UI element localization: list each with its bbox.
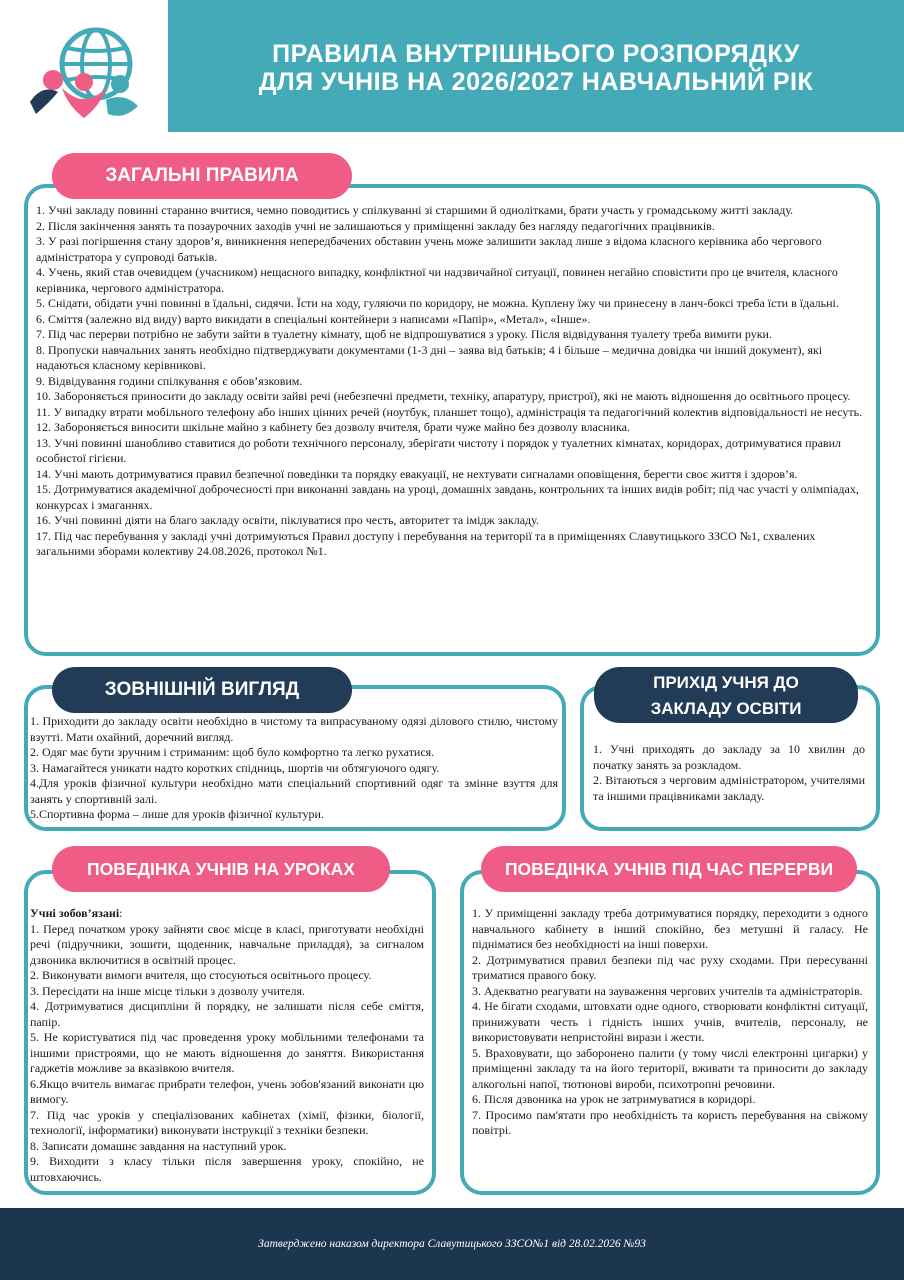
lessons-rule-item: 4. Дотримуватися дисципліни й порядку, не залишати після себе сміття, папір.	[30, 999, 424, 1029]
lessons-rule-item: 6.Якщо вчитель вимагає прибрати телефон, учень зобов'язаний виконати цю вимогу.	[30, 1076, 424, 1106]
lessons-rule-item: 8. Записати домашнє завдання на наступний урок.	[30, 1138, 287, 1153]
arrival-heading-line-1: ПРИХІД УЧНЯ ДО	[653, 673, 799, 692]
lessons-rule-item: 1. Перед початком уроку зайняти своє місце в класі, приготувати необхідні речі (підручники, зошити, щоденник, навчальне приладдя), за сигналом дзвоника включитися в освітній процес.	[30, 921, 424, 967]
page-header	[0, 0, 904, 132]
appearance-rule-item: 2. Одяг має бути зручним і стриманим: щоб було комфортно та легко рухатися.	[30, 745, 435, 759]
arrival-heading	[594, 667, 858, 723]
footer	[0, 1208, 904, 1280]
general-rule-item: 2. Після закінчення занять та позаурочних заходів учні не залишаються у приміщенні закладу без нагляду педагогічних працівників.	[36, 218, 715, 233]
arrival-rule-item: 1. Учні приходять до закладу за 10 хвилин до початку занять за розкладом.	[593, 742, 865, 772]
general-rule-item: 8. Пропуски навчальних занять необхідно підтверджувати документами (1-3 дні – заява від батьків; 4 і більше – медична довідка чи інший документ), які надаються класному керівникові.	[36, 342, 823, 372]
school-logo-icon	[20, 22, 150, 122]
general-rule-item: 6. Сміття (залежно від виду) варто викидати в спеціальні контейнери з написами «Папір», «Метал», «Інше».	[36, 311, 591, 326]
appearance-rule-item: 5.Спортивна форма – лише для уроків фізичної культури.	[30, 807, 324, 821]
break-rule-item: 2. Дотримуватися правил безпеки під час руху сходами. При пересуванні триматися правого боку.	[472, 952, 868, 982]
general-rule-item: 7. Під час перерви потрібно не забути зайти в туалетну кімнату, щоб не відпрошуватися з уроку. Після відвідування туалету треба вимити руки.	[36, 327, 772, 341]
appearance-rule-item: 4.Для уроків фізичної культури необхідно мати спеціальний спортивний одяг та змінне взуття для занять у спортивній залі.	[30, 776, 558, 806]
break-rule-item: 3. Адекватно реагувати на зауваження чергових учителів та адміністраторів.	[472, 983, 863, 998]
lessons-list	[30, 906, 424, 1185]
break-heading-text: ПОВЕДІНКА УЧНІВ ПІД ЧАС ПЕРЕРВИ	[504, 859, 834, 879]
general-rules-heading	[52, 153, 352, 199]
lessons-intro-colon: :	[119, 906, 123, 920]
general-rule-item: 15. Дотримуватися академічної доброчесності при виконанні завдань на уроці, домашніх завдань, контрольних та інших видів робіт; під час участі у олімпіадах, конкурсах і змаганнях.	[36, 482, 859, 512]
general-rule-item: 9. Відвідування години спілкування є обов’язковим.	[36, 373, 303, 388]
page-title	[168, 40, 904, 96]
break-heading	[481, 846, 857, 892]
footer-text: Затверджено наказом директора Славутицького ЗЗСО№1 від 28.02.2026 №93	[258, 1238, 646, 1250]
lessons-rule-item: 5. Не користуватися під час проведення уроку мобільними телефонами та іншими пристроями, що не мають відношення до заняття. Використання гаджетів можливе за вказівкою вчителя.	[30, 1030, 424, 1075]
break-list	[472, 906, 868, 1139]
lessons-rule-item: 2. Виконувати вимоги вчителя, що стосуються освітнього процесу.	[30, 968, 372, 982]
lessons-intro	[30, 906, 424, 922]
lessons-heading	[52, 846, 390, 892]
general-rule-item: 12. Забороняється виносити шкільне майно з кабінету без дозволу вчителя, брати чуже майно без дозволу власника.	[36, 420, 630, 434]
lessons-rule-item: 3. Пересідати на інше місце тільки з дозволу учителя.	[30, 983, 305, 998]
break-rule-item: 7. Просимо пам'ятати про необхідність та користь перебування на свіжому повітрі.	[472, 1107, 868, 1137]
general-rule-item: 14. Учні мають дотримуватися правил безпечної поведінки та порядку евакуації, не нехтувати сигналами оповіщення, берегти своє життя і здоров’я.	[36, 466, 798, 481]
lessons-rule-item: 9. Виходити з класу тільки після завершення уроку, спокійно, не штовхаючись.	[30, 1154, 424, 1184]
break-rule-item: 4. Не бігати сходами, штовхати одне одного, створювати конфліктні ситуації, принижувати честь і гідність інших учнів, вчителів, персоналу, не використовувати непристойні вирази і жести.	[472, 999, 868, 1044]
general-rule-item: 3. У разі погіршення стану здоров’я, виникнення непередбачених обставин учень може залишити заклад лише з відома класного керівника або чергового адміністратора у супроводі батьків.	[36, 234, 822, 264]
arrival-rule-item: 2. Вітаються з черговим адміністратором, учителями та іншими працівниками закладу.	[593, 773, 865, 803]
title-line-2: ДЛЯ УЧНІВ НА 2026/2027 НАВЧАЛЬНИЙ РІК	[258, 68, 814, 96]
arrival-heading-line-2: ЗАКЛАДУ ОСВІТИ	[650, 699, 802, 718]
general-rule-item: 17. Під час перебування у закладі учні дотримуються Правил доступу і перебування на території та в приміщеннях Славутицького ЗЗСО №1, схвалених загальними зборами колективу 24.08.2026, протокол №1.	[36, 528, 816, 558]
general-rule-item: 11. У випадку втрати мобільного телефону або інших цінних речей (ноутбук, планшет тощо), адміністрація та педагогічний колектив відповідальності не несуть.	[36, 404, 863, 419]
general-rules-heading-text: ЗАГАЛЬНІ ПРАВИЛА	[105, 165, 299, 186]
general-rule-item: 1. Учні закладу повинні старанно вчитися, чемно поводитись у спілкуванні зі старшими й однолітками, брати участь у громадському житті закладу.	[36, 203, 794, 217]
lessons-intro-text: Учні зобов’язані	[30, 906, 120, 920]
lessons-heading-text: ПОВЕДІНКА УЧНІВ НА УРОКАХ	[87, 859, 355, 879]
general-rule-item: 16. Учні повинні діяти на благо закладу освіти, піклуватися про честь, авторитет та імідж закладу.	[36, 513, 539, 527]
break-rule-item: 1. У приміщенні закладу треба дотримуватися порядку, переходити з одного навчального кабінету в інший спокійно, без метушні й галасу. Не підніматися без необхідності на інші поверхи.	[472, 906, 868, 951]
general-rule-item: 5. Снідати, обідати учні повинні в їдальні, сидячи. Їсти на ходу, гуляючи по коридору, не можна. Куплену їжу чи принесену в ланч-боксі треба їсти в їдальні.	[36, 296, 839, 310]
general-rule-item: 4. Учень, який став очевидцем (учасником) нещасного випадку, конфліктної чи надзвичайної ситуації, повинен негайно сповістити про це вчителя, класного керівника, чергового адміністратора.	[36, 265, 838, 295]
general-rules-list	[36, 203, 870, 560]
appearance-heading-text: ЗОВНІШНІЙ ВИГЛЯД	[104, 679, 300, 700]
break-rule-item: 5. Враховувати, що заборонено палити (у тому числі електронні цигарки) у приміщенні закладу та на його території, вживати та приносити до закладу алкогольні напої, тютюнові вироби, психотропні речовини.	[472, 1045, 868, 1091]
break-rule-item: 6. Після дзвоника на урок не затримуватися в коридорі.	[472, 1092, 756, 1106]
lessons-rule-item: 7. Під час уроків у спеціалізованих кабінетах (хімії, фізики, біології, технології, інформатики) виконувати інструкції з техніки безпеки.	[30, 1107, 424, 1137]
appearance-list	[30, 714, 558, 823]
appearance-heading	[52, 667, 352, 713]
arrival-list	[593, 742, 865, 804]
general-rule-item: 13. Учні повинні шанобливо ставитися до роботи технічного персоналу, зберігати чистоту і порядок у туалетних кімнатах, коридорах, дотримуватися правил особистої гігієни.	[36, 435, 842, 465]
general-rule-item: 10. Забороняється приносити до закладу освіти зайві речі (небезпечні предмети, техніку, апаратуру, пристрої), які не мають відношення до освітнього процесу.	[36, 389, 851, 403]
appearance-rule-item: 1. Приходити до закладу освіти необхідно в чистому та випрасуваному одязі ділового стилю, чистому взутті. Мати охайний, доречний вигляд.	[30, 714, 558, 744]
title-line-1: ПРАВИЛА ВНУТРІШНЬОГО РОЗПОРЯДКУ	[272, 40, 800, 68]
appearance-rule-item: 3. Намагайтеся уникати надто коротких спідниць, шортів чи обтягуючого одягу.	[30, 760, 440, 775]
